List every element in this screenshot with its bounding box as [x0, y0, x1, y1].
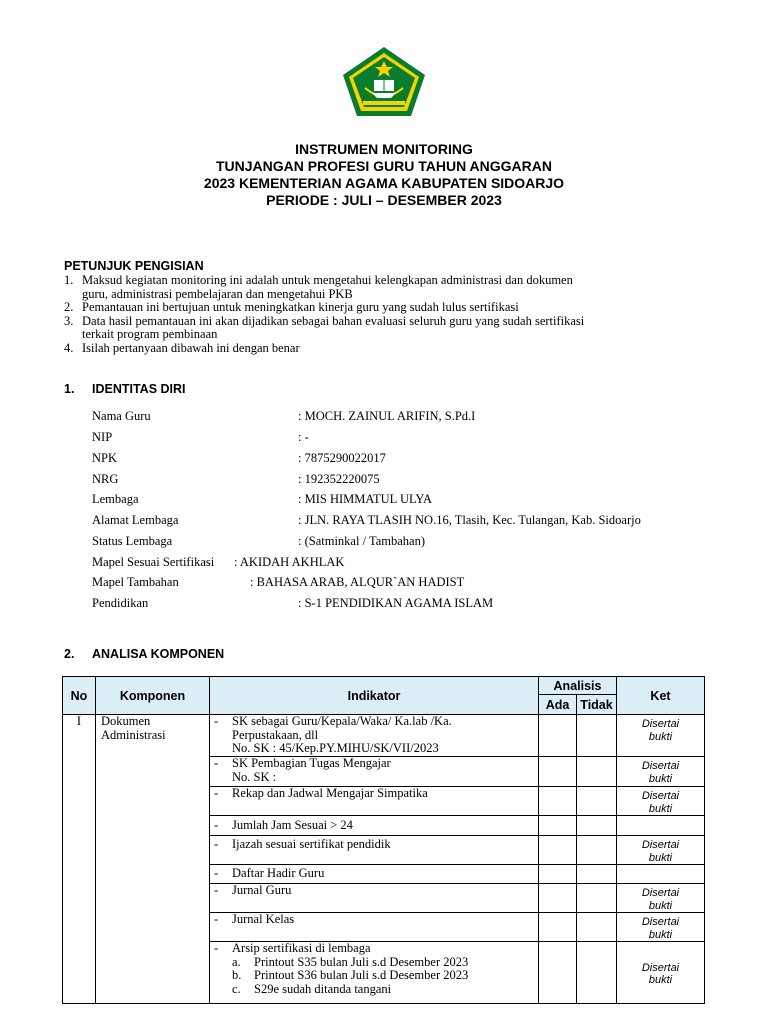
identitas-label: Pendidikan	[92, 596, 149, 610]
dash-marker: -	[214, 818, 219, 832]
komponen-text: Dokumen	[101, 714, 151, 728]
sub-letter: b.	[232, 968, 242, 982]
petunjuk-text: Maksud kegiatan monitoring ini adalah untuk mengetahui kelengkapan administrasi dan dokumen	[82, 273, 573, 287]
ada-checkbox-cell[interactable]	[539, 884, 577, 913]
ket-cell	[617, 913, 705, 942]
petunjuk-text: terkait program pembinaan	[82, 327, 218, 342]
tidak-checkbox-cell[interactable]	[577, 942, 617, 1004]
analisa-heading: ANALISA KOMPONEN	[92, 647, 225, 661]
indikator-cell	[210, 884, 539, 913]
petunjuk-text: Isilah pertanyaan dibawah ini dengan benar	[82, 340, 300, 355]
petunjuk-list	[64, 274, 704, 356]
indikator-text: Perpustakaan, dll	[232, 727, 319, 742]
komponen-text: Administrasi	[101, 727, 166, 742]
indikator-text: Rekap dan Jadwal Mengajar Simpatika	[232, 786, 428, 800]
sub-text: Printout S36 bulan Juli s.d Desember 2023	[254, 968, 469, 982]
indikator-cell	[210, 787, 539, 816]
ket-text: bukti	[648, 802, 673, 815]
indikator-text: SK sebagai Guru/Kepala/Waka/ Ka.lab /Ka.	[232, 714, 452, 728]
ada-checkbox-cell[interactable]	[539, 816, 577, 836]
ada-checkbox-cell[interactable]	[539, 836, 577, 865]
petunjuk-item	[64, 315, 704, 342]
dash-marker: -	[214, 786, 219, 800]
ket-cell	[617, 884, 705, 913]
ket-text: Disertai	[641, 839, 680, 851]
petunjuk-number: 2.	[64, 300, 74, 315]
ada-checkbox-cell[interactable]	[539, 715, 577, 757]
header-ada: Ada	[539, 695, 577, 715]
indikator-cell	[210, 836, 539, 865]
dash-marker: -	[214, 883, 219, 897]
ket-cell	[617, 715, 705, 757]
header-tidak: Tidak	[577, 695, 617, 715]
document-title	[0, 141, 768, 209]
ada-checkbox-cell[interactable]	[539, 757, 577, 787]
sub-letter: c.	[232, 981, 241, 996]
indikator-cell	[210, 942, 539, 1004]
dash-marker: -	[214, 756, 219, 770]
petunjuk-text: Data hasil pemantauan ini akan dijadikan sebagai bahan evaluasi seluruh guru yang sudah sertifikasi	[82, 313, 585, 328]
ket-text: bukti	[648, 851, 673, 864]
indikator-text: Jumlah Jam Sesuai > 24	[232, 818, 353, 832]
petunjuk-item	[64, 274, 704, 301]
indikator-cell	[210, 816, 539, 836]
identitas-value: : MOCH. ZAINUL ARIFIN, S.Pd.I	[298, 409, 476, 423]
identitas-heading: IDENTITAS DIRI	[92, 382, 186, 396]
petunjuk-item	[64, 342, 704, 356]
tidak-checkbox-cell[interactable]	[577, 884, 617, 913]
identitas-value: : -	[298, 430, 309, 444]
petunjuk-heading: PETUNJUK PENGISIAN	[64, 259, 204, 273]
indikator-text: Ijazah sesuai sertifikat pendidik	[232, 837, 391, 851]
dash-marker: -	[214, 941, 219, 955]
tidak-checkbox-cell[interactable]	[577, 836, 617, 865]
indikator-text: No. SK :	[232, 769, 277, 784]
petunjuk-item	[64, 301, 704, 315]
indikator-cell	[210, 715, 539, 757]
table-row	[63, 715, 705, 757]
ket-cell	[617, 757, 705, 787]
tidak-checkbox-cell[interactable]	[577, 913, 617, 942]
indikator-cell	[210, 865, 539, 884]
header-indikator: Indikator	[210, 677, 539, 715]
title-line: 2023 KEMENTERIAN AGAMA KABUPATEN SIDOARJO	[203, 175, 565, 191]
title-line: INSTRUMEN MONITORING	[295, 141, 473, 157]
identitas-value: : JLN. RAYA TLASIH NO.16, Tlasih, Kec. Tulangan, Kab. Sidoarjo	[298, 513, 641, 527]
identitas-value: : BAHASA ARAB, ALQUR`AN HADIST	[250, 575, 465, 589]
ada-checkbox-cell[interactable]	[539, 942, 577, 1004]
header-no: No	[63, 677, 96, 715]
sub-item	[232, 956, 538, 970]
indikator-text: Daftar Hadir Guru	[232, 866, 325, 880]
ket-text: Disertai	[641, 961, 680, 974]
header-ket: Ket	[617, 677, 705, 715]
ket-text: bukti	[648, 899, 673, 912]
title-line: PERIODE : JULI – DESEMBER 2023	[266, 192, 502, 208]
indikator-cell	[210, 757, 539, 787]
sub-text: Printout S35 bulan Juli s.d Desember 2023	[254, 954, 469, 969]
identitas-value: : AKIDAH AKHLAK	[234, 555, 345, 569]
identitas-value: : (Satminkal / Tambahan)	[298, 534, 425, 548]
ket-cell	[617, 865, 705, 884]
sub-item	[232, 983, 538, 997]
ket-text: Disertai	[641, 790, 680, 802]
ada-checkbox-cell[interactable]	[539, 865, 577, 884]
ket-text: bukti	[648, 772, 673, 785]
ket-text: bukti	[648, 730, 673, 743]
tidak-checkbox-cell[interactable]	[577, 715, 617, 757]
analisa-table	[62, 676, 705, 1004]
ket-text: Disertai	[641, 760, 680, 772]
identitas-label: Mapel Tambahan	[92, 575, 179, 589]
petunjuk-text: guru, administrasi pembelajaran dan mengetahui PKB	[82, 286, 353, 301]
sub-letter: a.	[232, 954, 241, 969]
identitas-label: Status Lembaga	[92, 534, 173, 548]
petunjuk-number: 1.	[64, 273, 74, 287]
identitas-value: : S-1 PENDIDIKAN AGAMA ISLAM	[298, 596, 494, 610]
indikator-text: Jurnal Kelas	[232, 912, 295, 926]
identitas-label: NIP	[92, 430, 113, 444]
petunjuk-number: 3.	[64, 313, 74, 328]
dash-marker: -	[214, 837, 219, 851]
tidak-checkbox-cell[interactable]	[577, 757, 617, 787]
dash-marker: -	[214, 912, 219, 926]
tidak-checkbox-cell[interactable]	[577, 865, 617, 884]
identitas-label: Mapel Sesuai Sertifikasi	[92, 555, 215, 569]
tidak-checkbox-cell[interactable]	[577, 816, 617, 836]
identitas-value: : 192352220075	[298, 472, 380, 486]
ket-text: bukti	[648, 928, 673, 941]
group-komponen	[96, 715, 210, 1004]
header-komponen: Komponen	[96, 677, 210, 715]
ket-cell	[617, 816, 705, 836]
ada-checkbox-cell[interactable]	[539, 787, 577, 816]
group-number: I	[63, 715, 96, 1004]
header-analisis: Analisis	[539, 677, 617, 695]
ada-checkbox-cell[interactable]	[539, 913, 577, 942]
identitas-label: NPK	[92, 451, 118, 465]
dash-marker: -	[214, 866, 219, 880]
ket-text: Disertai	[641, 718, 680, 730]
indikator-text: No. SK : 45/Kep.PY.MIHU/SK/VII/2023	[232, 741, 439, 755]
identitas-label: NRG	[92, 472, 119, 486]
ket-cell	[617, 942, 705, 1004]
sub-text: S29e sudah ditanda tangani	[254, 981, 392, 996]
petunjuk-number: 4.	[64, 340, 74, 355]
identitas-value: : MIS HIMMATUL ULYA	[298, 492, 433, 506]
petunjuk-text: Pemantauan ini bertujuan untuk meningkatkan kinerja guru yang sudah lulus sertifikasi	[82, 300, 519, 315]
identitas-label: Nama Guru	[92, 409, 151, 423]
title-line: TUNJANGAN PROFESI GURU TAHUN ANGGARAN	[216, 158, 552, 174]
identitas-label: Lembaga	[92, 492, 139, 506]
ket-text: bukti	[648, 974, 673, 986]
indikator-cell	[210, 913, 539, 942]
indikator-text: Arsip sertifikasi di lembaga	[232, 941, 371, 955]
dash-marker: -	[214, 714, 219, 728]
sub-item	[232, 969, 538, 983]
tidak-checkbox-cell[interactable]	[577, 787, 617, 816]
ket-text: Disertai	[641, 887, 680, 899]
indikator-text: Jurnal Guru	[232, 883, 292, 897]
analisa-number: 2.	[64, 647, 75, 661]
identitas-number: 1.	[64, 382, 75, 396]
ket-cell	[617, 787, 705, 816]
identitas-value: : 7875290022017	[298, 451, 386, 465]
ket-text: Disertai	[641, 916, 680, 928]
identitas-label: Alamat Lembaga	[92, 513, 179, 527]
kemenag-logo	[341, 46, 427, 118]
ket-cell	[617, 836, 705, 865]
indikator-text: SK Pembagian Tugas Mengajar	[232, 756, 391, 770]
